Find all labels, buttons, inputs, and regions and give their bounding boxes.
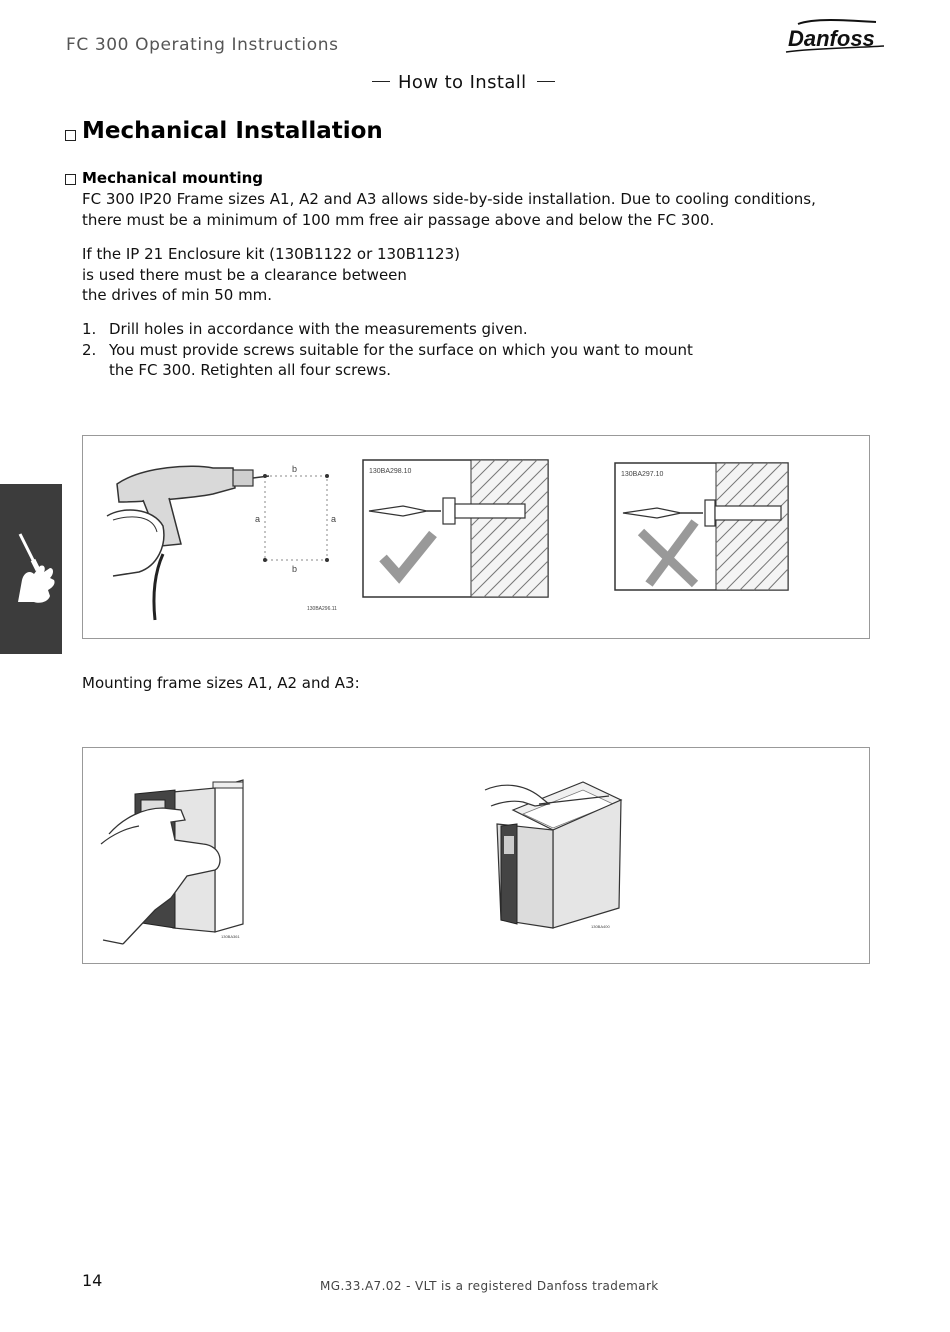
correct-screw-panel — [363, 460, 548, 597]
paragraph-line: there must be a minimum of 100 mm free air passage above and below the FC 300. — [82, 210, 715, 229]
drive-front-view — [101, 780, 243, 944]
logo-text: Danfoss — [788, 26, 875, 51]
side-tab — [0, 484, 62, 654]
section-header — [372, 72, 555, 93]
header-rule-left — [372, 81, 390, 82]
mounting-illustration — [83, 748, 869, 963]
figure-reference: 130BA361 — [221, 934, 240, 939]
figure-reference: 130BA297.10 — [621, 471, 664, 478]
figure-reference: 130BA298.10 — [369, 468, 412, 475]
dimension-label: a — [331, 514, 337, 524]
drilling-illustration — [83, 436, 869, 638]
list-item — [82, 340, 693, 361]
dimension-label: b — [292, 464, 298, 474]
list-number: 1. — [82, 320, 97, 338]
subheading: Mechanical mounting — [82, 169, 264, 187]
drilling-figure — [82, 435, 870, 639]
figure-reference: 130BA296.11 — [307, 606, 337, 612]
figure-reference: 130BA400 — [591, 924, 610, 929]
footer-text: MG.33.A7.02 - VLT is a registered Danfoss trademark — [320, 1279, 659, 1293]
paragraph-side-by-side — [82, 189, 816, 230]
page-heading: Mechanical Installation — [82, 118, 383, 144]
list-text-continued: the FC 300. Retighten all four screws. — [109, 361, 392, 379]
paragraph-ip21 — [82, 244, 460, 306]
wrong-screw-panel — [615, 463, 788, 590]
heading-bullet — [65, 130, 76, 141]
dimension-label: b — [292, 564, 298, 574]
mounting-figure — [82, 747, 870, 964]
paragraph-line: the drives of min 50 mm. — [82, 286, 273, 304]
list-item — [82, 319, 528, 340]
paragraph-line: is used there must be a clearance between — [82, 265, 407, 284]
drive-angled-view — [485, 782, 621, 929]
list-text: Drill holes in accordance with the measurements given. — [109, 320, 528, 338]
danfoss-logo — [784, 16, 888, 56]
page-number: 14 — [82, 1271, 103, 1290]
subheading-bullet — [65, 174, 76, 185]
dimension-label: a — [255, 514, 261, 524]
section-title: How to Install — [398, 72, 527, 93]
hand-screwdriver-icon — [0, 484, 62, 654]
list-text: You must provide screws suitable for the surface on which you want to mount — [109, 341, 693, 359]
paragraph-line: If the IP 21 Enclosure kit (130B1122 or 130B1123) — [82, 245, 460, 263]
header-rule-right — [537, 81, 555, 82]
figure-caption: Mounting frame sizes A1, A2 and A3: — [82, 674, 360, 692]
document-title: FC 300 Operating Instructions — [66, 35, 339, 55]
list-number: 2. — [82, 341, 97, 359]
hole-layout-diagram — [255, 464, 337, 612]
paragraph-line: FC 300 IP20 Frame sizes A1, A2 and A3 allows side-by-side installation. Due to cooling conditions, — [82, 190, 816, 208]
drill-icon — [107, 466, 269, 620]
